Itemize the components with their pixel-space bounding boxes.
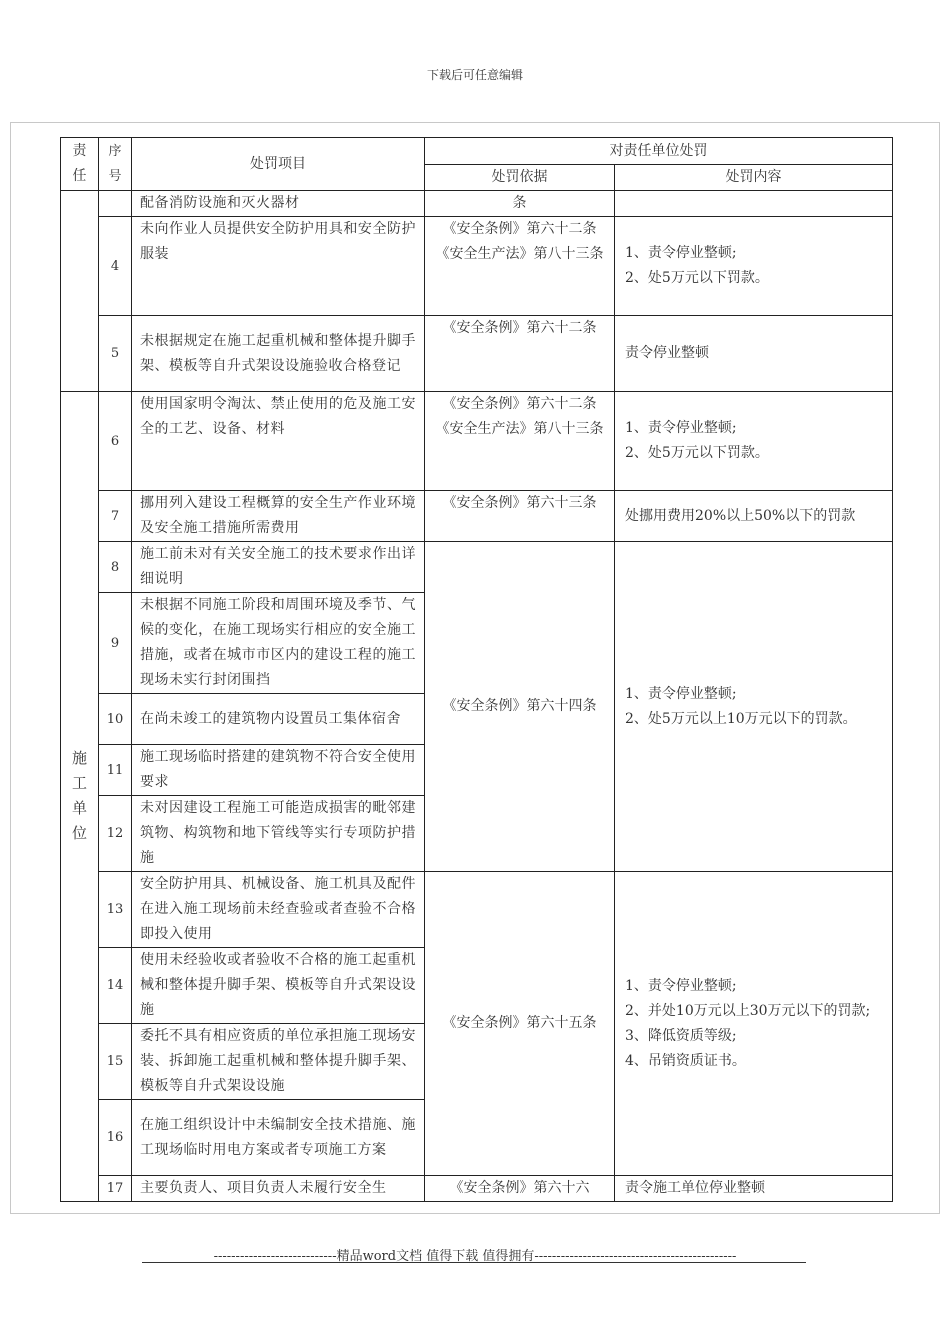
seq-cell: 6 <box>99 392 132 491</box>
content-cell: 1、责令停业整顿; 2、处5万元以下罚款。 <box>615 217 893 316</box>
item-cell: 使用国家明令淘汰、禁止使用的危及施工安全的工艺、设备、材料 <box>132 392 425 491</box>
basis-cell-group-64: 《安全条例》第六十四条 <box>425 542 615 872</box>
content-cell: 处挪用费用20%以上50%以下的罚款 <box>615 491 893 542</box>
unit-cell-construction: 施工单位 <box>61 392 99 1202</box>
basis-cell: 《安全条例》第六十二条 <box>425 316 615 392</box>
item-cell: 使用未经验收或者验收不合格的施工起重机械和整体提升脚手架、模板等自升式架设设施 <box>132 948 425 1024</box>
table-row <box>61 392 893 491</box>
item-cell: 挪用列入建设工程概算的安全生产作业环境及安全施工措施所需费用 <box>132 491 425 542</box>
header-item: 处罚项目 <box>132 138 425 191</box>
item-cell: 安全防护用具、机械设备、施工机具及配件在进入施工现场前未经查验或者查验不合格即投入使用 <box>132 872 425 948</box>
content-cell <box>615 191 893 217</box>
table-row <box>61 191 893 217</box>
table-row <box>61 872 893 948</box>
seq-cell: 12 <box>99 796 132 872</box>
page-header-note: 下载后可任意编辑 <box>426 68 523 82</box>
seq-cell: 17 <box>99 1176 132 1202</box>
seq-cell <box>99 191 132 217</box>
seq-cell: 13 <box>99 872 132 948</box>
item-cell: 未对因建设工程施工可能造成损害的毗邻建筑物、构筑物和地下管线等实行专项防护措施 <box>132 796 425 872</box>
basis-cell: 《安全条例》第六十二条 《安全生产法》第八十三条 <box>425 392 615 491</box>
table-row <box>61 217 893 316</box>
item-cell: 未根据规定在施工起重机械和整体提升脚手架、模板等自升式架设设施验收合格登记 <box>132 316 425 392</box>
page-footer-note: ----------------------------精品word文档 值得下载 值得拥有---------------------------------------------- <box>213 1249 737 1264</box>
content-cell: 责令施工单位停业整顿 <box>615 1176 893 1202</box>
item-cell: 委托不具有相应资质的单位承担施工现场安装、拆卸施工起重机械和整体提升脚手架、模板等自升式架设设施 <box>132 1024 425 1100</box>
header-basis: 处罚依据 <box>425 165 615 191</box>
table-row <box>61 316 893 392</box>
item-cell: 施工前未对有关安全施工的技术要求作出详细说明 <box>132 542 425 593</box>
seq-cell: 4 <box>99 217 132 316</box>
seq-cell: 15 <box>99 1024 132 1100</box>
seq-cell: 14 <box>99 948 132 1024</box>
item-cell: 施工现场临时搭建的建筑物不符合安全使用要求 <box>132 745 425 796</box>
table-row <box>61 1176 893 1202</box>
item-cell: 在施工组织设计中未编制安全技术措施、施工现场临时用电方案或者专项施工方案 <box>132 1100 425 1176</box>
basis-cell: 《安全条例》第六十六 <box>425 1176 615 1202</box>
item-cell: 在尚未竣工的建筑物内设置员工集体宿舍 <box>132 694 425 745</box>
item-cell: 主要负责人、项目负责人未履行安全生 <box>132 1176 425 1202</box>
item-cell: 未向作业人员提供安全防护用具和安全防护服装 <box>132 217 425 316</box>
header-seq: 序号 <box>99 138 132 191</box>
header-unit: 责任 <box>61 138 99 191</box>
table-row <box>61 542 893 593</box>
seq-cell: 8 <box>99 542 132 593</box>
content-cell: 1、责令停业整顿; 2、处5万元以下罚款。 <box>615 392 893 491</box>
seq-cell: 16 <box>99 1100 132 1176</box>
seq-cell: 7 <box>99 491 132 542</box>
basis-cell: 《安全条例》第六十二条 《安全生产法》第八十三条 <box>425 217 615 316</box>
seq-cell: 11 <box>99 745 132 796</box>
footer-rule <box>142 1262 806 1263</box>
seq-cell: 10 <box>99 694 132 745</box>
unit-cell-prev <box>61 191 99 392</box>
seq-cell: 9 <box>99 593 132 694</box>
header-group: 对责任单位处罚 <box>425 138 893 165</box>
penalty-table <box>60 137 893 1202</box>
table-row <box>61 491 893 542</box>
header-content: 处罚内容 <box>615 165 893 191</box>
content-cell: 责令停业整顿 <box>615 316 893 392</box>
item-cell: 未根据不同施工阶段和周围环境及季节、气候的变化，在施工现场实行相应的安全施工措施，或者在城市市区内的建设工程的施工现场未实行封闭围挡 <box>132 593 425 694</box>
seq-cell: 5 <box>99 316 132 392</box>
basis-cell-group-65: 《安全条例》第六十五条 <box>425 872 615 1176</box>
content-cell-group-64: 1、责令停业整顿; 2、处5万元以上10万元以下的罚款。 <box>615 542 893 872</box>
item-cell: 配备消防设施和灭火器材 <box>132 191 425 217</box>
content-cell-group-65: 1、责令停业整顿; 2、并处10万元以上30万元以下的罚款; 3、降低资质等级; 4、吊销资质证书。 <box>615 872 893 1176</box>
basis-cell: 《安全条例》第六十三条 <box>425 491 615 542</box>
basis-cell: 条 <box>425 191 615 217</box>
